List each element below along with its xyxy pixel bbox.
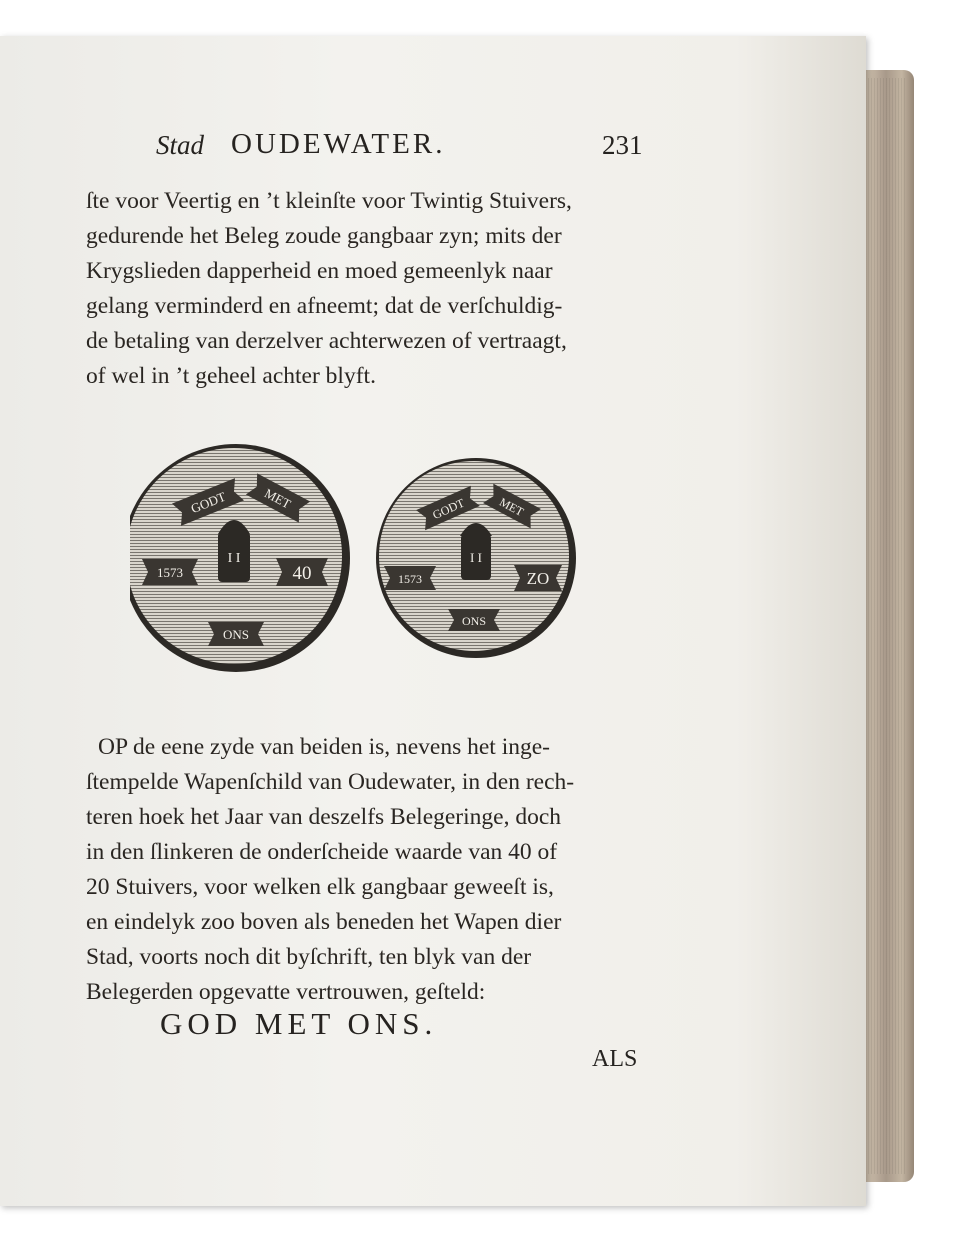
text-line: 20 Stuivers, voor welken elk gangbaar geweeſt is, <box>86 874 554 900</box>
text-line: Stad, voorts noch dit byſchrift, ten blyk van der <box>86 944 532 970</box>
text-line: de betaling van derzelver achterwezen of vertraagt, <box>86 328 567 354</box>
small-coin <box>376 458 576 658</box>
running-header <box>156 128 656 168</box>
motto-caption: GOD MET ONS. <box>160 1006 438 1041</box>
shield-letters: I I <box>470 550 482 565</box>
text-line: en eindelyk zoo boven als beneden het Wapen dier <box>86 909 562 935</box>
coin-label-met: MET <box>262 485 294 512</box>
coin-label-godt: GODT <box>188 488 228 517</box>
coin-label-ons: ONS <box>461 614 487 628</box>
running-title: OUDEWATER. <box>231 128 446 160</box>
coin-label-value: ZO <box>526 569 550 588</box>
text-line: OP de eene zyde van beiden is, nevens het inge- <box>98 734 550 760</box>
text-line: Belegerden opgevatte vertrouwen, geſteld: <box>86 979 486 1005</box>
text-line: gedurende het Beleg zoude gangbaar zyn; mits der <box>86 223 562 249</box>
text-line: gelang verminderd en afneemt; dat de verſchuldig- <box>86 293 563 319</box>
large-coin <box>130 444 350 672</box>
text-line: ſte voor Veertig en ’t kleinſte voor Twintig Stuivers, <box>86 188 572 214</box>
text-line: in den ſlinkeren de onderſcheide waarde van 40 of <box>86 839 558 865</box>
coin-label-godt: GODT <box>430 495 467 523</box>
coin-label-value: 40 <box>292 563 312 584</box>
catchword: ALS <box>592 1046 638 1072</box>
running-title-italic: Stad <box>156 130 205 160</box>
text-line: ſtempelde Wapenſchild van Oudewater, in den rech- <box>86 769 575 795</box>
coin-label-ons: ONS <box>222 627 250 642</box>
text-line: of wel in ’t geheel achter blyft. <box>86 363 376 389</box>
coin-label-year: 1573 <box>157 565 183 580</box>
page-edge-texture <box>862 78 906 1174</box>
coin-label-year: 1573 <box>398 572 422 586</box>
page-number: 231 <box>602 130 643 160</box>
coin-label-met: MET <box>497 494 527 520</box>
shield-letters: I I <box>227 551 241 566</box>
coin-engraving <box>130 440 590 680</box>
text-line: Krygslieden dapperheid en moed gemeenlyk naar <box>86 258 553 284</box>
text-line: teren hoek het Jaar van deszelfs Belegeringe, doch <box>86 804 562 830</box>
